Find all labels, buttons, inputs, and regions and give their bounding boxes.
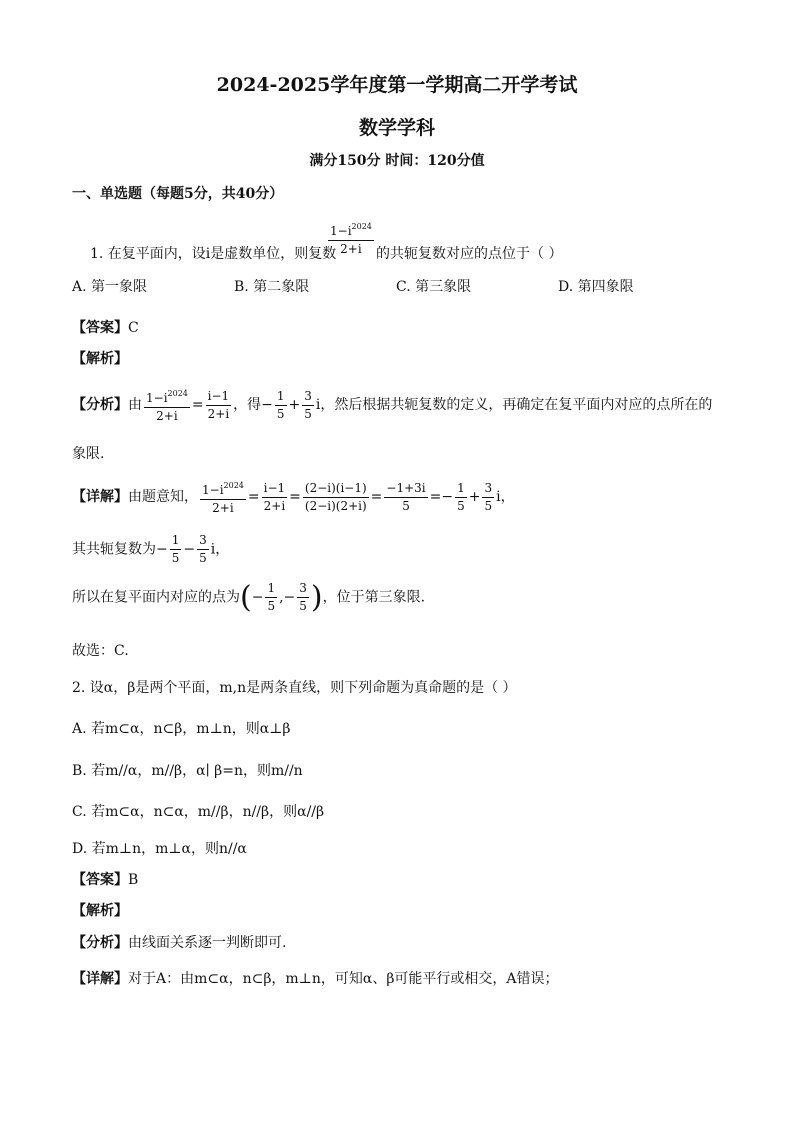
q1-option-a: A. 第一象限: [72, 279, 148, 295]
q1-detail-line1: 【详解】由题意知， $\frac{1-i^{2024}}{2+i}$ = $\frac{i-1}{2+i}$ = $\frac{(2-i)(i-1)}{(2-i)(2+i)}$ = $\frac{-1+3i}{5}$ =− $\frac{1}{5}$ + $\frac{3}{5}$ i，: [72, 477, 515, 517]
q2-fenxi: 【分析】由线面关系逐一判断即可.: [72, 935, 287, 951]
q1-option-b: B. 第二象限: [234, 279, 310, 295]
subject-title: 数学学科: [358, 117, 435, 139]
exam-title: 2024-2025学年度第一学期高二开学考试: [216, 74, 578, 96]
q1-conjugate: 其共轭复数为− $\frac{1}{5}$ − $\frac{3}{5}$ i，: [72, 533, 230, 565]
q1-choose: 故选：C.: [72, 643, 129, 659]
q1-fraction: $\frac{1-i^{2024}}{2+i}$: [326, 218, 376, 258]
q2-option-d: D. 若m⊥n，m⊥α，则n//α: [72, 841, 247, 857]
q1-fenxi-line2: 象限.: [72, 446, 105, 462]
q1-point: 所以在复平面内对应的点为(− $\frac{1}{5}$ ,− $\frac{3}{5}$ )，位于第三象限.: [72, 580, 426, 615]
q2-detail: 【详解】对于A：由m⊂α，n⊂β，m⊥n，可知α、β可能平行或相交，A错误；: [72, 971, 559, 987]
q1-option-d: D. 第四象限: [558, 279, 634, 295]
q1-option-c: C. 第三象限: [396, 279, 472, 295]
section-heading: 一、单选题（每题5分，共40分）: [72, 186, 284, 202]
q1-stem-suffix: 的共轭复数对应的点位于（ ）: [376, 246, 563, 262]
q2-analysis-label: 【解析】: [72, 903, 128, 919]
q1-fenxi-line1: 【分析】由 $\frac{1-i^{2024}}{2+i}$ = $\frac{i-1}{2+i}$ ，得− $\frac{1}{5}$ + $\frac{3}{5}$ i，然后根据共轭复数的定义，再确定在复平面内对应的点所在的: [72, 385, 712, 425]
q2-option-a: A. 若m⊂α，n⊂β，m⊥n，则α⊥β: [72, 721, 291, 737]
q2-answer: 【答案】B: [72, 872, 139, 888]
q1-analysis-label: 【解析】: [72, 351, 128, 367]
q2-stem: 2. 设α，β是两个平面，m,n是两条直线，则下列命题为真命题的是（ ）: [72, 680, 517, 696]
q2-option-c: C. 若m⊂α，n⊂α，m//β，n//β，则α//β: [72, 804, 325, 820]
exam-meta: 满分150分 时间：120分值: [309, 153, 485, 169]
q1-answer: 【答案】C: [72, 320, 139, 336]
q1-stem-prefix: 1. 在复平面内，设i是虚数单位，则复数: [90, 246, 337, 262]
q2-option-b: B. 若m//α，m//β，α∣ β=n，则m//n: [72, 763, 303, 779]
